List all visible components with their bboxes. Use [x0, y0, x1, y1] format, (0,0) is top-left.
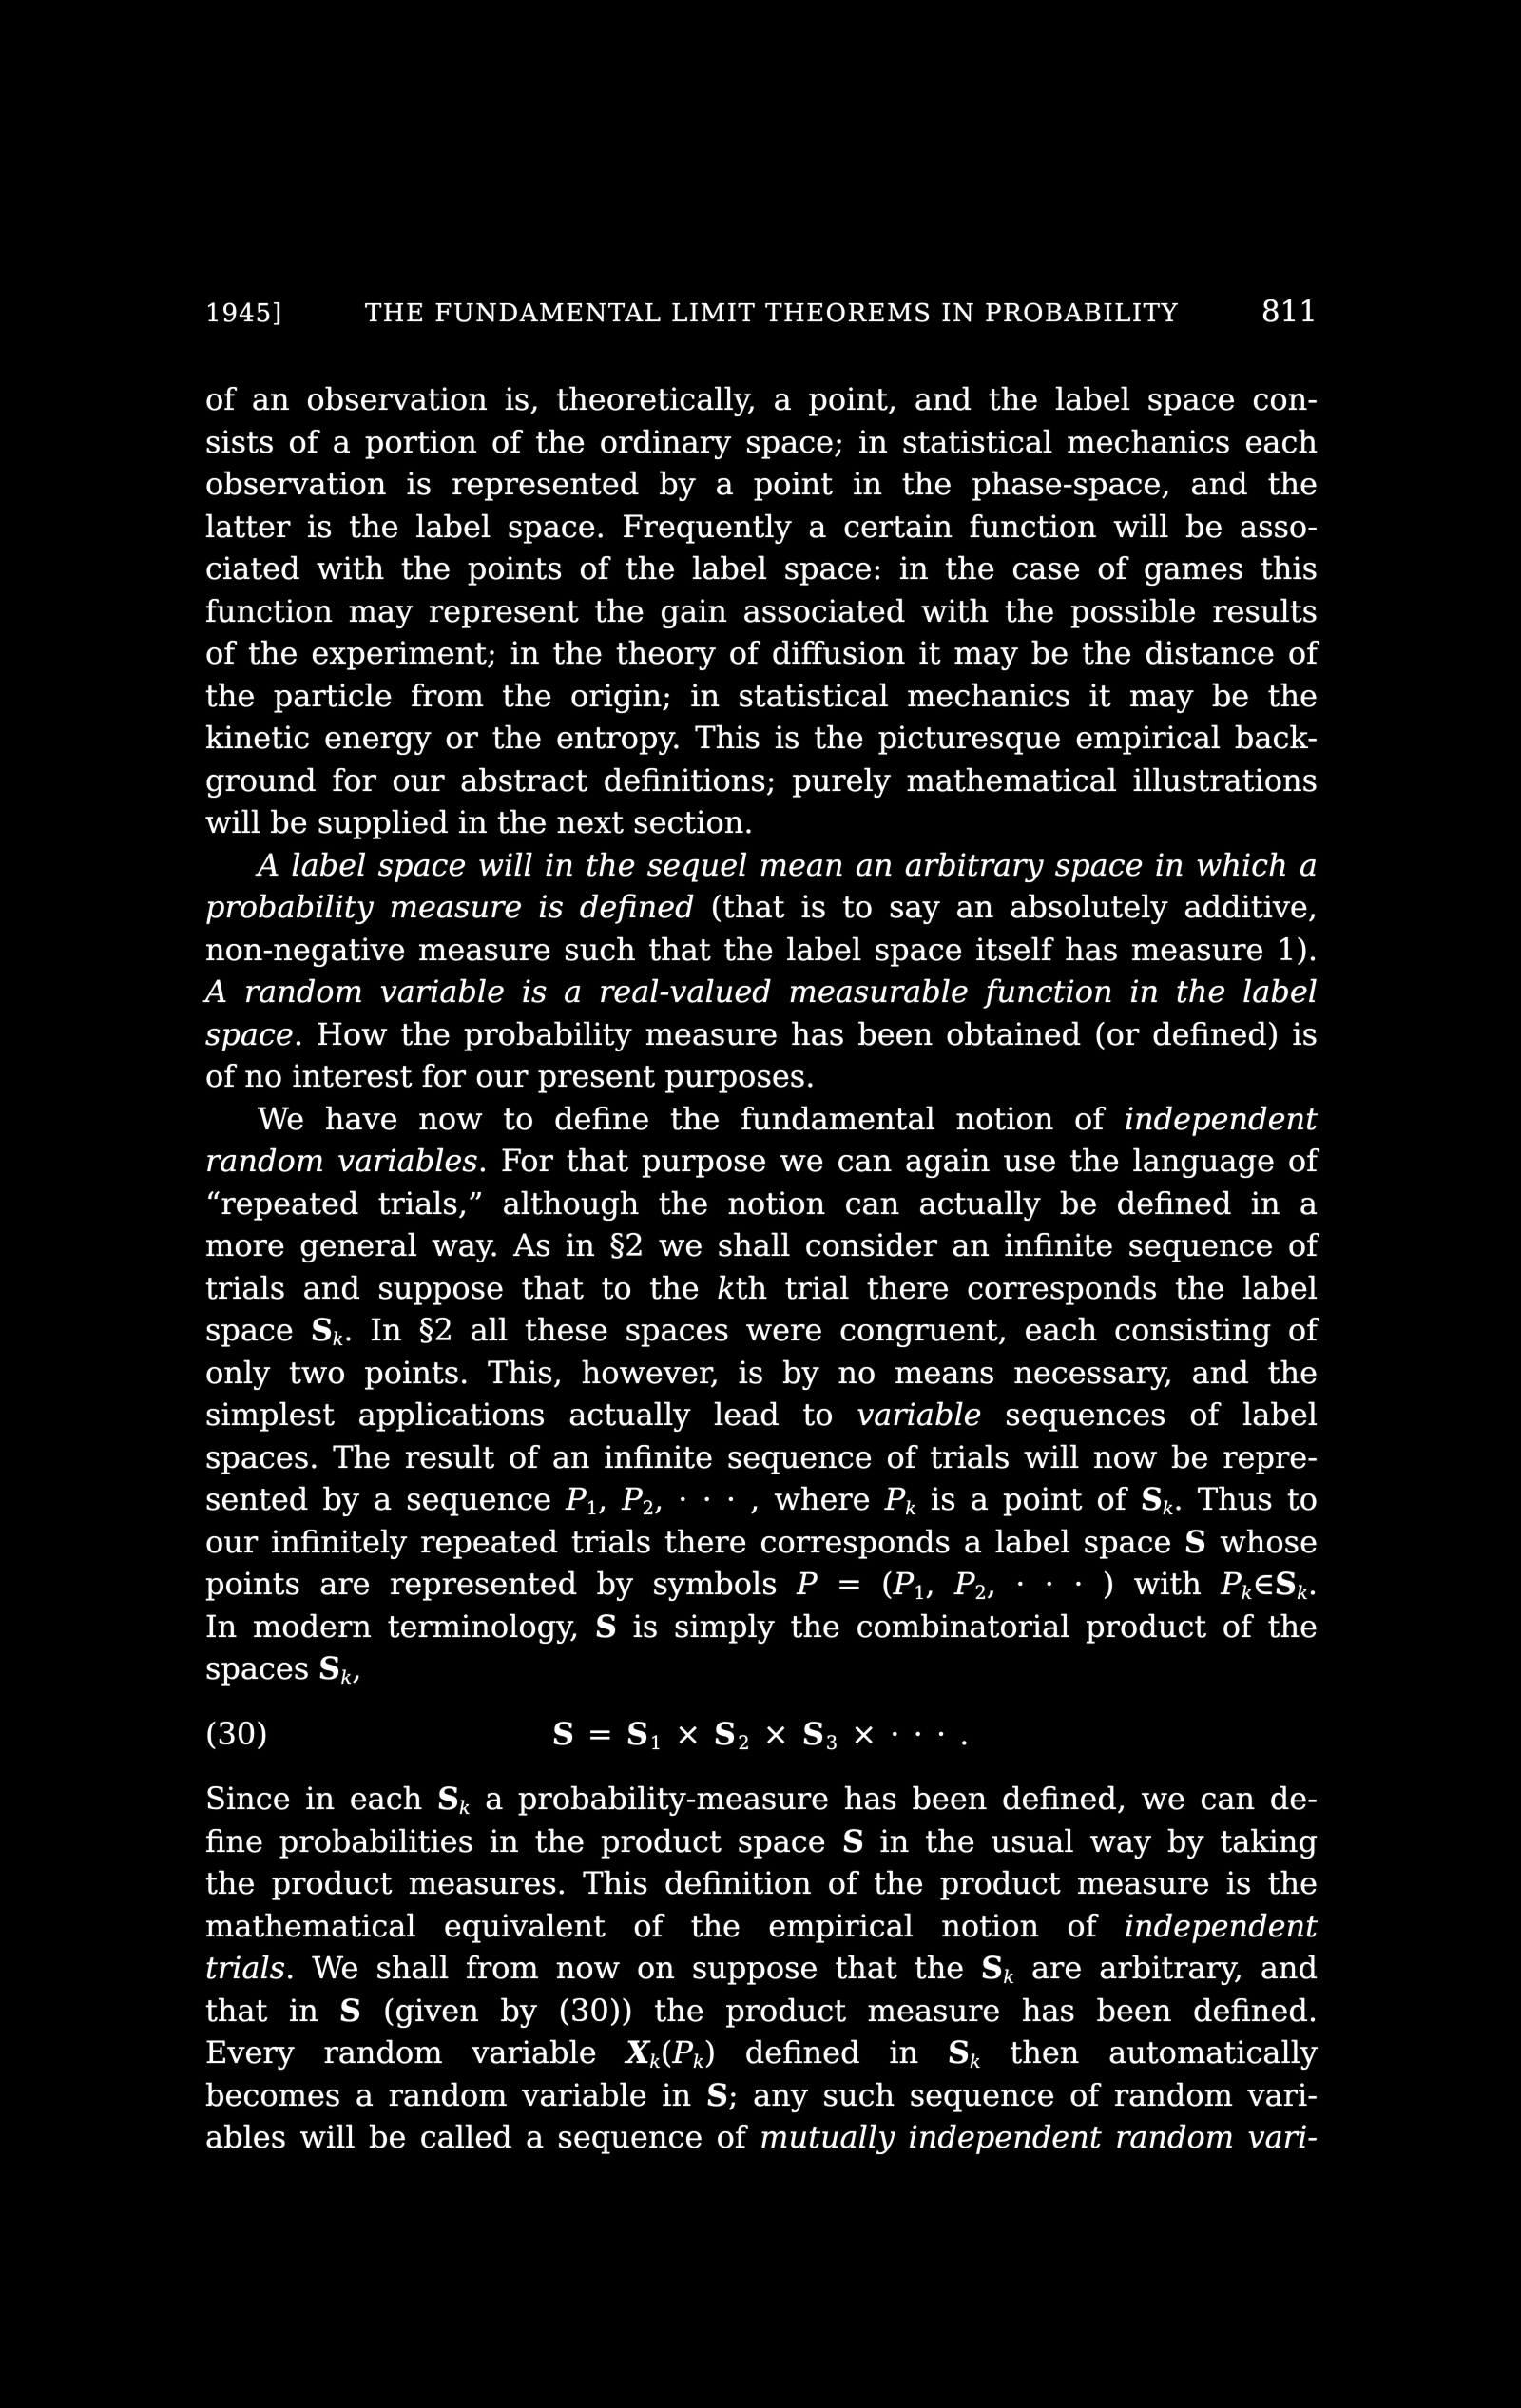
- text-line: probability measure is defined (that is to say an absolutely additive,: [205, 889, 1319, 925]
- text-line: latter is the label space. Frequently a certain function will be asso-: [205, 508, 1318, 545]
- text-line: Every random variable $X_k(P_k)$ defined in $S_k$ then automatically: [205, 2034, 1319, 2072]
- text-line: ground for our abstract definitions; purely mathematical illustrations: [205, 761, 1318, 799]
- equation-body: $S = S_1 \times S_2 \times S_3$ × · · · .: [550, 1715, 972, 1754]
- page-number: 811: [1261, 295, 1318, 329]
- text-line: “repeated trials,” although the notion can actually be defined in a: [205, 1185, 1318, 1222]
- equation-30: [205, 1713, 1318, 1756]
- text-line: mathematical equivalent of the empirical notion of independent: [205, 1907, 1318, 1944]
- text-column: [205, 378, 1318, 2159]
- text-line: observation is represented by a point in the phase-space, and the: [205, 466, 1318, 502]
- text-line: spaces $S_k$,: [205, 1650, 362, 1688]
- text-line: of no interest for our present purposes.: [205, 1058, 816, 1094]
- text-line: ciated with the points of the label space: in the case of games this: [205, 550, 1318, 587]
- text-line: simplest applications actually lead to variable sequences of label: [205, 1397, 1319, 1433]
- text-line: more general way. As in §2 we shall consider an infinite sequence of: [205, 1227, 1318, 1263]
- text-line: will be supplied in the next section.: [205, 804, 754, 840]
- text-line: our infinitely repeated trials there corresponds a label space S whose: [205, 1523, 1319, 1560]
- text-line: trials and suppose that to the kth trial there corresponds the label: [205, 1269, 1319, 1306]
- text-line: A random variable is a real-valued measurable function in the label: [205, 973, 1318, 1010]
- text-line: function may represent the gain associated with the possible results: [205, 592, 1318, 629]
- paper-title: THE FUNDAMENTAL LIMIT THEOREMS IN PROBABILITY: [364, 299, 1180, 328]
- text-line: A label space will in the sequel mean an arbitrary space in which a: [258, 846, 1318, 883]
- text-line: space. How the probability measure has been obtained (or defined) is: [205, 1015, 1318, 1052]
- text-line: kinetic energy or the entropy. This is the picturesque empirical back-: [205, 720, 1318, 756]
- text-line: In modern terminology, S is simply the combinatorial product of the: [205, 1608, 1319, 1645]
- text-line: space $S_k$. In §2 all these spaces were congruent, each consisting of: [205, 1312, 1319, 1350]
- text-line: random variables. For that purpose we can again use the language of: [205, 1143, 1319, 1179]
- running-head: [205, 295, 1318, 329]
- text-line: sists of a portion of the ordinary space; in statistical mechanics each: [205, 423, 1318, 460]
- text-line: non-negative measure such that the label space itself has measure 1).: [205, 931, 1318, 968]
- text-line: that in S (given by (30)) the product measure has been defined.: [205, 1992, 1319, 2029]
- text-line: becomes a random variable in S; any such sequence of random vari-: [205, 2076, 1319, 2113]
- text-line: the product measures. This definition of the product measure is the: [205, 1865, 1318, 1901]
- text-line: ables will be called a sequence of mutually independent random vari-: [205, 2119, 1319, 2155]
- text-line: fine probabilities in the product space S in the usual way by taking: [205, 1822, 1319, 1859]
- text-line: Since in each $S_k$ a probability-measure has been defined, we can de-: [205, 1781, 1319, 1819]
- text-line: points are represented by symbols $P = (P_1$, $P_2$, · · · ) with $P_k\in S_k$.: [205, 1566, 1318, 1604]
- issue-year-tag: 1945]: [205, 299, 283, 328]
- text-line: We have now to define the fundamental notion of independent: [258, 1100, 1318, 1137]
- text-line: sented by a sequence $P_1$, $P_2$, · · · , where $P_k$ is a point of $S_k$. Thus to: [205, 1481, 1319, 1519]
- text-line: spaces. The result of an infinite sequence of trials will now be repre-: [205, 1438, 1318, 1475]
- text-line: of an observation is, theoretically, a point, and the label space con-: [205, 381, 1318, 417]
- text-line: of the experiment; in the theory of diffusion it may be the distance of: [205, 635, 1318, 671]
- equation-number: (30): [205, 1715, 268, 1752]
- text-line: only two points. This, however, is by no means necessary, and the: [205, 1354, 1318, 1391]
- text-line: the particle from the origin; in statistical mechanics it may be the: [205, 677, 1318, 714]
- text-line: trials. We shall from now on suppose that the $S_k$ are arbitrary, and: [205, 1950, 1319, 1988]
